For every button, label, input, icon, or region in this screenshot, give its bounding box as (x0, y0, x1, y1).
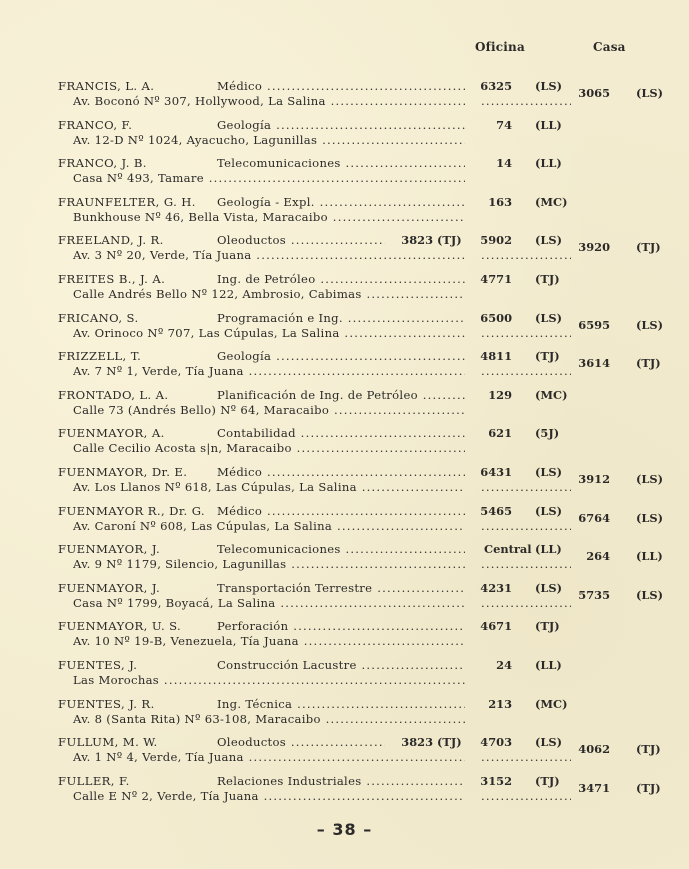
entry-office-extension: 213 (488, 696, 512, 711)
entry-address-line (0, 286, 689, 303)
entry-office-location: (5J) (535, 426, 560, 441)
entry-address-text: Calle E Nº 2, Verde, Tía Juana (73, 788, 259, 803)
dot-leader (315, 272, 465, 286)
directory-entry (0, 348, 689, 387)
entry-home-location: (LS) (636, 510, 664, 525)
entry-home-extension: 264 (586, 549, 610, 564)
entry-office-extension: 74 (496, 117, 512, 132)
entry-address-line (0, 170, 689, 187)
entry-home-phone (0, 780, 689, 797)
dot-leader (288, 619, 465, 633)
entry-office-extension: 6500 (480, 310, 512, 325)
entry-alt-extension: 3823 (401, 735, 433, 750)
entry-office-extension: 5902 (480, 233, 512, 248)
entry-address (73, 633, 465, 650)
entry-office-location: (TJ) (535, 271, 560, 286)
entry-home-location: (TJ) (636, 742, 661, 757)
entry-home-extension: 3920 (578, 240, 610, 255)
directory-entry (0, 773, 689, 812)
dot-leader (317, 133, 465, 147)
entry-office-location: (LL) (535, 657, 562, 672)
entry-department-label: Perforación (217, 619, 289, 634)
dot-leader (418, 388, 465, 402)
entry-address (73, 402, 465, 419)
entry-alt-extension: 3823 (401, 233, 433, 248)
dot-leader (315, 195, 465, 209)
entry-office-location: (LS) (535, 580, 563, 595)
entry-home-location: (LS) (636, 587, 664, 602)
entry-home-location: (LS) (636, 317, 664, 332)
entry-home-extension: 3912 (578, 471, 610, 486)
entry-department-label: Médico (217, 464, 263, 479)
entry-office-extension: 621 (488, 426, 512, 441)
entry-address-text: Calle 73 (Andrés Bello) Nº 64, Maracaibo (73, 402, 330, 417)
entry-office-location: (LL) (535, 542, 562, 557)
directory-entry (0, 580, 689, 619)
entry-name: FREELAND, J. R. (58, 233, 164, 248)
entry-department-label: Geología (217, 349, 272, 364)
entry-office-extension: 4231 (480, 580, 512, 595)
entry-address-line (0, 209, 689, 226)
entry-office-location: (TJ) (535, 773, 560, 788)
entry-address (73, 711, 465, 728)
entry-office-extension: 6431 (480, 464, 512, 479)
entry-name: FUENMAYOR R., Dr. G. (58, 503, 206, 518)
directory-entry (0, 232, 689, 271)
entry-address-text: Av. 1 Nº 4, Verde, Tía Juana (73, 750, 244, 765)
entry-name: FUENMAYOR, J. (58, 580, 161, 595)
entry-office-extension: 129 (488, 387, 512, 402)
entry-address-text: Casa Nº 493, Tamare (73, 171, 204, 186)
directory-entry (0, 696, 689, 735)
dot-leader (329, 403, 465, 417)
entry-name: FRIZZELL, T. (58, 349, 142, 364)
entry-address-line (0, 402, 689, 419)
entry-address-text: Calle Andrés Bello Nº 122, Ambrosio, Cabimas (73, 286, 362, 301)
entry-department-label: Oleoductos (217, 233, 287, 248)
entry-name: FREITES B., J. A. (58, 271, 166, 286)
dot-leader (271, 118, 465, 132)
entry-name: FULLUM, M. W. (58, 735, 158, 750)
column-header-oficina: Oficina (475, 40, 525, 54)
entry-address-text: Calle Cecilio Acosta s|n, Maracaibo (73, 441, 292, 456)
entry-home-phone (0, 239, 689, 256)
entry-home-extension: 6764 (578, 510, 610, 525)
entry-office-extension: 6325 (480, 79, 512, 93)
entry-department-label: Planificación de Ing. de Petróleo (217, 387, 418, 402)
entry-home-location: (LS) (636, 471, 664, 486)
entry-office-extension: 4771 (480, 271, 512, 286)
dot-leader (341, 156, 465, 170)
entry-name: FUENMAYOR, J. (58, 542, 161, 557)
entry-office-extension: 4671 (480, 619, 512, 634)
entry-office-location: (MC) (535, 696, 568, 711)
entry-address-line (0, 633, 689, 650)
entry-office-extension: 163 (488, 194, 512, 209)
directory-entry (0, 734, 689, 773)
entry-home-location: (LS) (636, 86, 664, 100)
entry-department-label: Geología - Expl. (217, 194, 315, 209)
directory-entry (0, 618, 689, 657)
entry-office-extension: Central (484, 542, 532, 557)
entry-address-text: Av. 12-D Nº 1024, Ayacucho, Lagunillas (73, 132, 318, 147)
directory-entry (0, 310, 689, 349)
entry-address (73, 209, 465, 226)
entry-department-label: Transportación Terrestre (217, 580, 373, 595)
entry-home-phone (0, 741, 689, 758)
directory-entry (0, 541, 689, 580)
directory-entry (0, 271, 689, 310)
entry-home-phone (0, 85, 689, 102)
entry-name: FRONTADO, L. A. (58, 387, 169, 402)
entry-name: FRANCO, F. (58, 117, 133, 132)
entry-home-extension: 4062 (578, 742, 610, 757)
entry-home-extension: 3614 (578, 356, 610, 371)
directory-entry (0, 78, 689, 117)
entry-name: FRANCO, J. B. (58, 156, 147, 171)
entry-home-phone (0, 471, 689, 488)
entry-alt-location: (TJ) (437, 233, 462, 248)
entry-address (73, 672, 465, 689)
directory-entry (0, 657, 689, 696)
entry-home-extension: 6595 (578, 317, 610, 332)
entry-home-location: (LL) (636, 549, 663, 564)
entry-office-location: (LS) (535, 79, 563, 93)
entry-name: FUENMAYOR, U. S. (58, 619, 182, 634)
entry-address (73, 440, 465, 457)
dot-leader (296, 426, 465, 440)
dot-leader (159, 673, 465, 687)
entry-address-line (0, 672, 689, 689)
entry-address-text: Casa Nº 1799, Boyacá, La Salina (73, 595, 276, 610)
entry-home-phone (0, 317, 689, 334)
entry-address-text: Av. Boconó Nº 307, Hollywood, La Salina (73, 94, 326, 108)
entry-address-text: Av. 3 Nº 20, Verde, Tía Juana (73, 248, 252, 263)
entry-name: FRANCIS, L. A. (58, 79, 155, 93)
entry-address (73, 132, 465, 149)
entry-office-location: (LS) (535, 503, 563, 518)
entry-office-location: (LS) (535, 735, 563, 750)
page-number: – 38 – (316, 820, 373, 839)
entry-address-text: Las Morochas (73, 672, 160, 687)
entry-home-phone (0, 587, 689, 604)
entry-address-text: Av. 8 (Santa Rita) Nº 63-108, Maracaibo (73, 711, 321, 726)
entry-office-location: (LL) (535, 156, 562, 171)
entry-home-phone (0, 510, 689, 527)
entry-office-location: (MC) (535, 194, 568, 209)
entry-address-line (0, 132, 689, 149)
entry-home-location: (TJ) (636, 240, 661, 255)
entry-office-extension: 5465 (480, 503, 512, 518)
entry-home-location: (TJ) (636, 780, 661, 795)
directory-entry (0, 117, 689, 156)
entry-address (73, 170, 465, 187)
entry-home-location: (TJ) (636, 356, 661, 371)
directory-entry (0, 155, 689, 194)
entry-office-extension: 14 (496, 156, 512, 171)
directory-entry (0, 194, 689, 233)
dot-leader (292, 441, 465, 455)
column-header-casa: Casa (593, 40, 626, 54)
entry-office-location: (TJ) (535, 619, 560, 634)
entry-department-label: Médico (217, 503, 263, 518)
directory-entries (0, 78, 689, 811)
entry-department-label: Telecomunicaciones (217, 156, 341, 171)
directory-entry (0, 464, 689, 503)
entry-name: FUENMAYOR, A. (58, 426, 165, 441)
entry-office-location: (LL) (535, 117, 562, 132)
dot-leader (292, 697, 465, 711)
entry-department-label: Médico (217, 79, 263, 93)
entry-department-label: Geología (217, 117, 272, 132)
entry-department-label: Construcción Lacustre (217, 657, 357, 672)
entry-address-text: Av. 9 Nº 1179, Silencio, Lagunillas (73, 557, 287, 572)
entry-address-line (0, 711, 689, 728)
entry-department-label: Programación e Ing. (217, 310, 343, 325)
entry-name: FRICANO, S. (58, 310, 139, 325)
entry-home-phone (0, 355, 689, 372)
entry-home-extension: 3065 (578, 86, 610, 100)
dot-leader (357, 658, 465, 672)
entry-name: FULLER, F. (58, 773, 130, 788)
entry-address (73, 286, 465, 303)
entry-office-extension: 3152 (480, 773, 512, 788)
entry-office-location: (LS) (535, 464, 563, 479)
entry-alt-location: (TJ) (437, 735, 462, 750)
dot-leader (328, 210, 465, 224)
entry-home-extension: 3471 (578, 780, 610, 795)
directory-entry (0, 387, 689, 426)
entry-name: FRAUNFELTER, G. H. (58, 194, 196, 209)
entry-name: FUENMAYOR, Dr. E. (58, 464, 188, 479)
directory-entry (0, 425, 689, 464)
entry-department-label: Ing. Técnica (217, 696, 293, 711)
entry-office-extension: 4811 (480, 349, 512, 364)
entry-office-location: (LS) (535, 310, 563, 325)
entry-department-label: Contabilidad (217, 426, 296, 441)
entry-address-text: Av. 7 Nº 1, Verde, Tía Juana (73, 364, 244, 379)
entry-department-label: Relaciones Industriales (217, 773, 362, 788)
entry-department-label: Telecomunicaciones (217, 542, 341, 557)
entry-address-text: Av. 10 Nº 19-B, Venezuela, Tía Juana (73, 634, 299, 649)
entry-address-text: Av. Los Llanos Nº 618, Las Cúpulas, La Salina (73, 479, 357, 494)
entry-home-extension: 5735 (578, 587, 610, 602)
entry-office-extension: 24 (496, 657, 512, 672)
entry-office-location: (MC) (535, 387, 568, 402)
entry-name: FUENTES, J. (58, 657, 138, 672)
entry-name: FUENTES, J. R. (58, 696, 155, 711)
entry-department-label: Oleoductos (217, 735, 287, 750)
dot-leader (204, 171, 465, 185)
entry-office-location: (TJ) (535, 349, 560, 364)
entry-department-label: Ing. de Petróleo (217, 271, 316, 286)
entry-address-text: Av. Caroní Nº 608, Las Cúpulas, La Salina (73, 518, 333, 533)
entry-home-phone (0, 548, 689, 565)
entry-address-text: Av. Orinoco Nº 707, Las Cúpulas, La Salina (73, 325, 340, 340)
entry-office-extension: 4703 (480, 735, 512, 750)
directory-entry (0, 503, 689, 542)
dot-leader (362, 287, 465, 301)
dot-leader (299, 634, 465, 648)
dot-leader (321, 712, 465, 726)
entry-address-text: Bunkhouse Nº 46, Bella Vista, Maracaibo (73, 209, 328, 224)
entry-address-line (0, 440, 689, 457)
entry-office-location: (LS) (535, 233, 563, 248)
